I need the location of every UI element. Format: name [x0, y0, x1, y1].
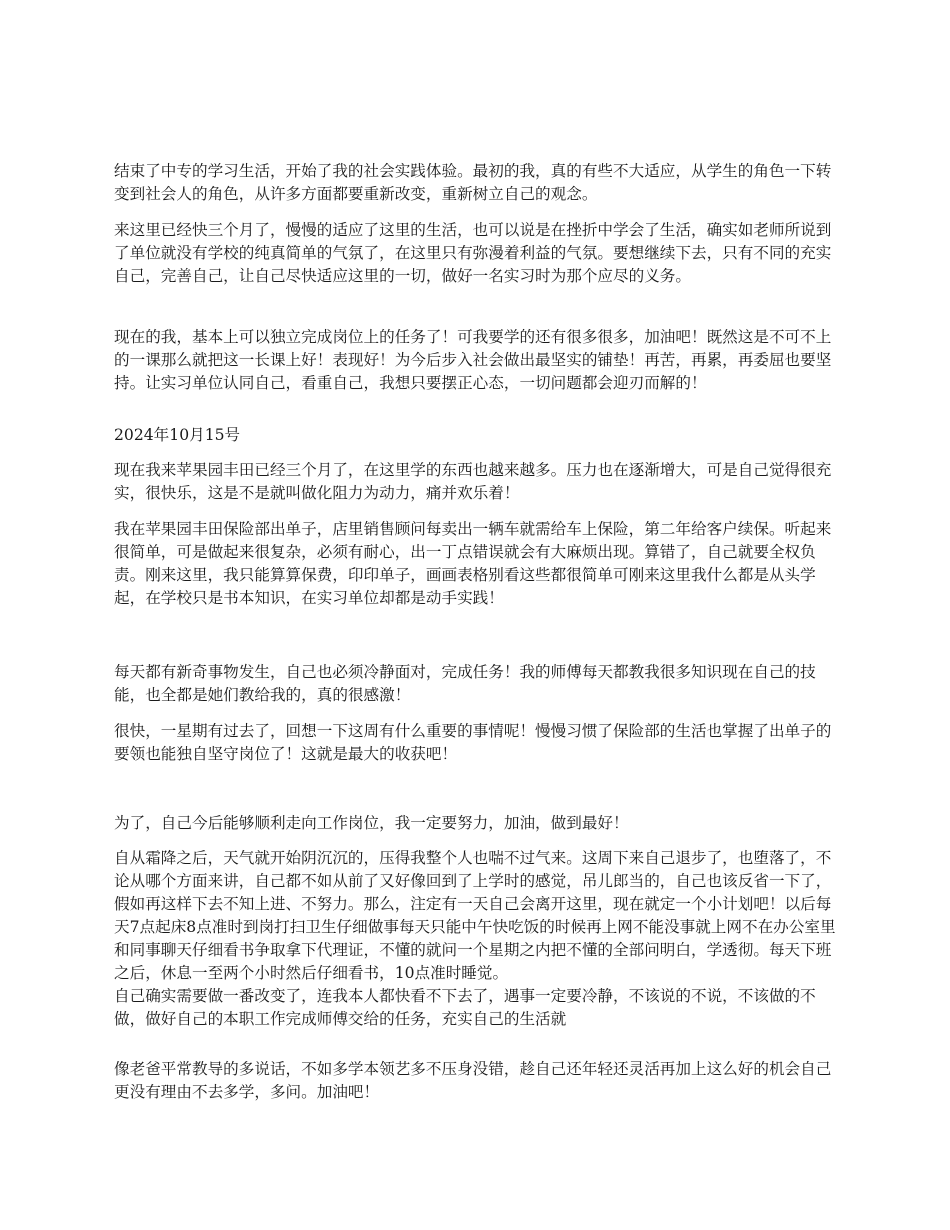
paragraph-9: 自从霜降之后，天气就开始阴沉沉的，压得我整个人也喘不过气来。这周下来自己退步了，也堕落了，不论从哪个方面来讲，自己都不如从前了又好像回到了上学时的感觉，吊儿郎当的，自己也该反省一下了，假如再这样下去不知上进、不努力。那么，注定有一天自己会离开这里，现在就定一个小计划吧！以后每天7点起床8点准时到岗打扫卫生仔细做事每天只能中午快吃饭的时候再上网不能没事就上网不在办公室里和同事聊天仔细看书争取拿下代理证，不懂的就问一个星期之内把不懂的全部问明白，学透彻。每天下班之后，休息一至两个小时然后仔细看书，10点准时睡觉。 — [114, 849, 836, 982]
paragraph-8: 为了，自己今后能够顺利走向工作岗位，我一定要努力，加油，做到最好！ — [114, 814, 629, 832]
paragraph-5: 我在苹果园丰田保险部出单子，店里销售顾问每卖出一辆车就需给车上保险，第二年给客户续保。听起来很简单，可是做起来很复杂，必须有耐心，出一丁点错误就会有大麻烦出现。算错了，自己就要全权负责。刚来这里，我只能算算保费，印印单子，画画表格别看这些都很简单可刚来这里我什么都是从头学起，在学校只是书本知识，在实习单位却都是动手实践！ — [114, 520, 832, 607]
paragraph-7: 很快，一星期有过去了，回想一下这周有什么重要的事情呢！慢慢习惯了保险部的生活也掌握了出单子的要领也能独自坚守岗位了！这就是最大的收获吧！ — [114, 722, 832, 763]
paragraph-4: 现在我来苹果园丰田已经三个月了，在这里学的东西也越来越多。压力也在逐渐增大，可是自己觉得很充实，很快乐，这是不是就叫做化阻力为动力，痛并欢乐着！ — [114, 461, 832, 502]
paragraph-10: 自己确实需要做一番改变了，连我本人都快看不下去了，遇事一定要冷静，不该说的不说，不该做的不做，做好自己的本职工作完成师傅交给的任务，充实自己的生活就 — [114, 987, 816, 1028]
paragraph-1: 结束了中专的学习生活，开始了我的社会实践体验。最初的我，真的有些不大适应，从学生的角色一下转变到社会人的角色，从许多方面都要重新改变，重新树立自己的观念。 — [114, 162, 832, 203]
paragraph-3: 现在的我，基本上可以独立完成岗位上的任务了！可我要学的还有很多很多，加油吧！既然这是不可不上的一课那么就把这一长课上好！表现好！为今后步入社会做出最坚实的铺垫！再苦，再累，再委屈也要坚持。让实习单位认同自己，看重自己，我想只要摆正心态，一切问题都会迎刃而解的！ — [114, 328, 832, 392]
date-line: 2024年10月15号 — [114, 426, 241, 444]
paragraph-11: 像老爸平常教导的多说话，不如多学本领艺多不压身没错，趁自己还年轻还灵活再加上这么好的机会自己更没有理由不去多学，多问。加油吧！ — [114, 1060, 832, 1101]
paragraph-2: 来这里已经快三个月了，慢慢的适应了这里的生活，也可以说是在挫折中学会了生活，确实如老师所说到了单位就没有学校的纯真简单的气氛了，在这里只有弥漫着利益的气氛。要想继续下去，只有不同的充实自己，完善自己，让自己尽快适应这里的一切，做好一名实习时为那个应尽的义务。 — [114, 221, 832, 285]
paragraph-6: 每天都有新奇事物发生，自己也必须冷静面对，完成任务！我的师傅每天都教我很多知识现在自己的技能，也全都是她们教给我的，真的很感激！ — [114, 663, 816, 704]
